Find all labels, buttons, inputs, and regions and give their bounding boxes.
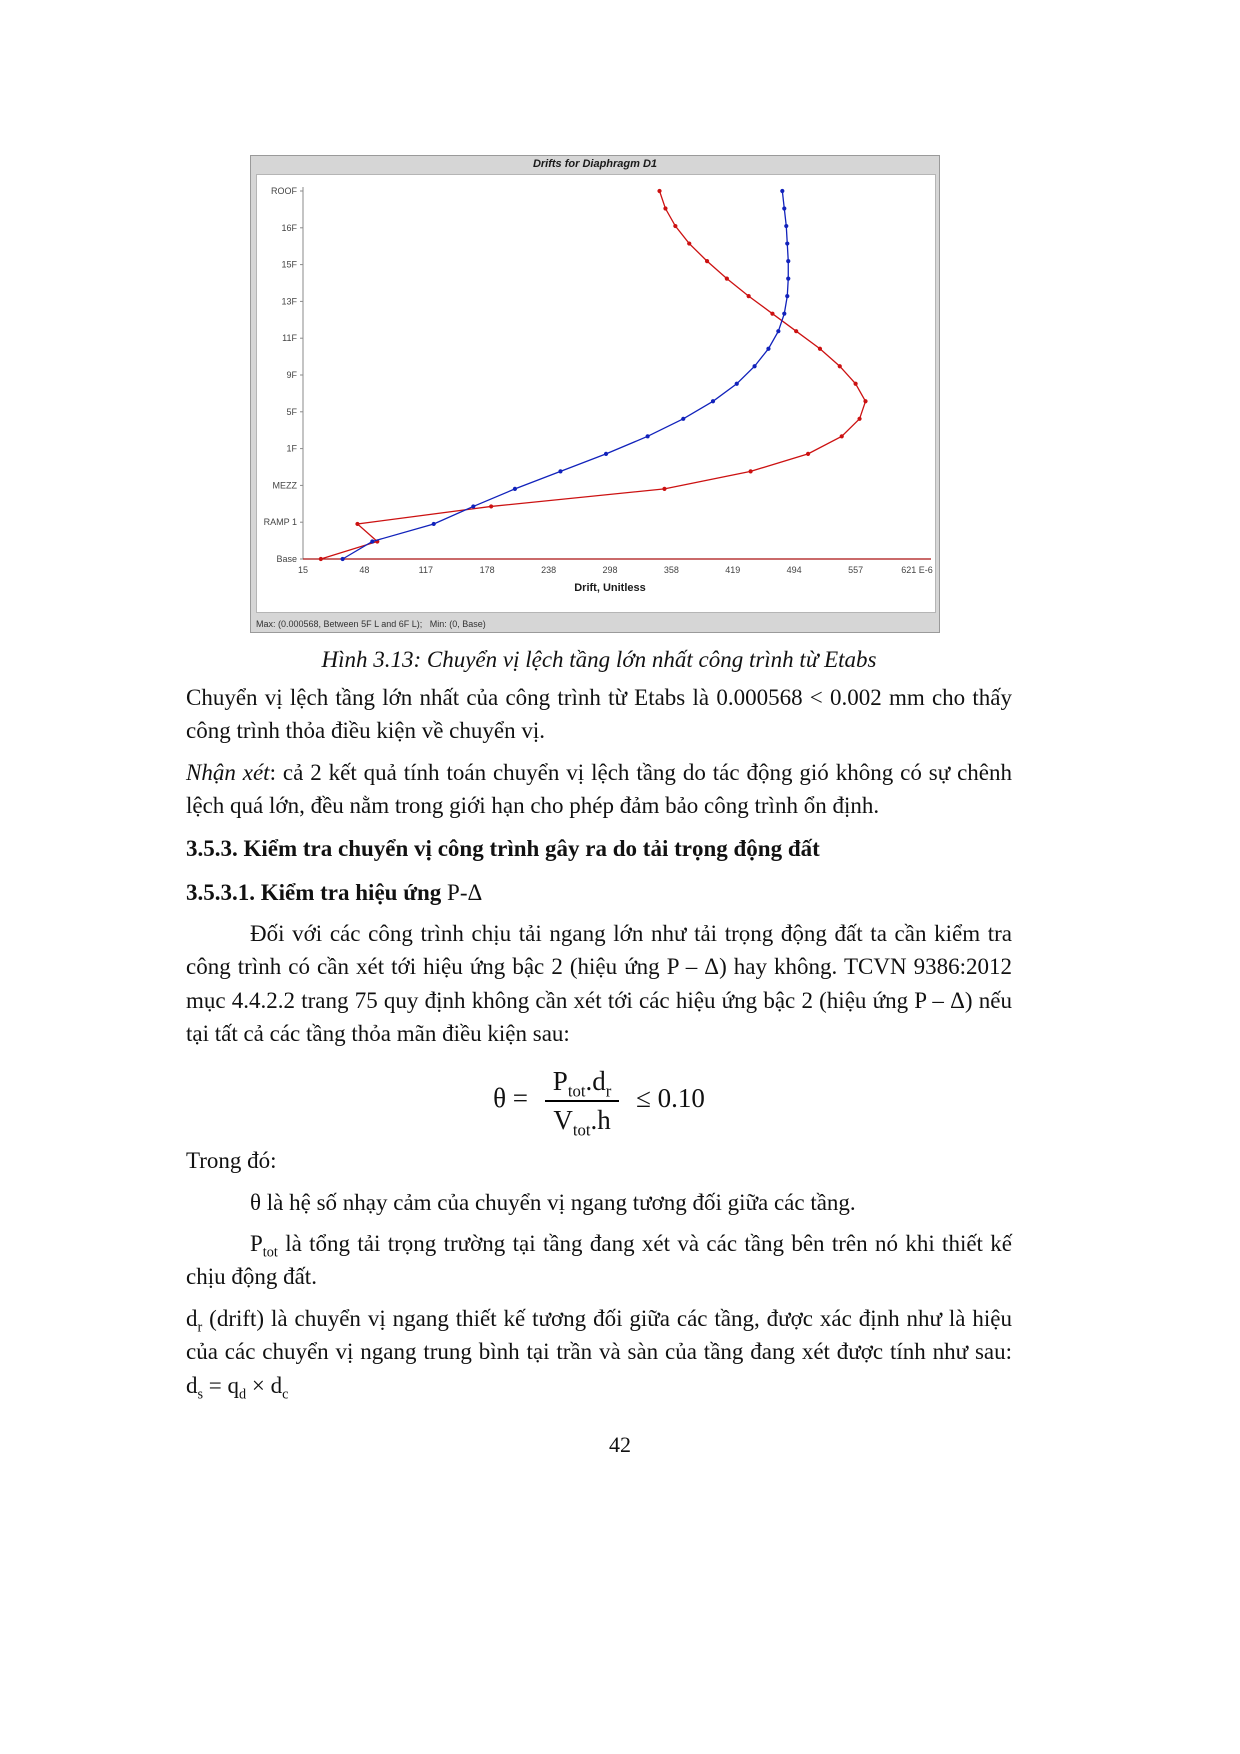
x-tick-label: 238 xyxy=(541,565,557,575)
symbol-p: P xyxy=(250,1231,263,1257)
symbol-p: P xyxy=(552,1066,568,1097)
subscript-tot: tot xyxy=(567,1081,586,1101)
x-tick-label: 178 xyxy=(479,565,495,575)
nhan-xet-label: Nhận xét xyxy=(186,759,270,785)
x-tick-label: 15 xyxy=(297,565,309,575)
line-theta-definition xyxy=(186,1186,1012,1219)
subscript-tot: tot xyxy=(572,1120,591,1140)
ptot-symbol xyxy=(250,1231,278,1261)
y-tick-label: 16F xyxy=(281,222,297,233)
red-series-marker xyxy=(863,399,867,403)
paragraph-nhan-xet xyxy=(186,756,1012,823)
paragraph-drift-check xyxy=(186,681,1012,748)
subscript-tot: tot xyxy=(262,1244,278,1261)
paragraph-text: Chuyển vị lệch tầng lớn nhất của công trình từ Etabs là xyxy=(186,685,710,710)
page-content xyxy=(186,0,1012,1402)
dr-symbol xyxy=(186,1305,203,1336)
line-dr-definition xyxy=(186,1302,1012,1402)
theta-symbol: θ xyxy=(250,1189,262,1215)
x-tick-label: 48 xyxy=(359,565,370,575)
red-series-marker xyxy=(673,224,677,228)
y-tick-label: 9F xyxy=(286,370,297,380)
red-series-marker xyxy=(857,417,861,421)
blue-series-marker xyxy=(432,522,436,526)
blue-series-marker xyxy=(785,241,789,245)
red-series-marker xyxy=(725,277,729,281)
blue-series-marker xyxy=(780,189,784,193)
red-series-marker xyxy=(355,522,359,526)
subscript-r: r xyxy=(605,1081,612,1101)
subscript-d: d xyxy=(239,1386,247,1403)
definition-text: là tổng tải trọng trường tại tầng đang xét và các tầng bên trên nó khi thiết kế chịu động đất. xyxy=(186,1231,1012,1290)
blue-series-marker xyxy=(711,399,715,403)
p-delta-label: P-Δ xyxy=(447,879,483,905)
subscript-c: c xyxy=(282,1386,289,1403)
red-series-marker xyxy=(770,312,774,316)
red-series-marker xyxy=(687,241,691,245)
blue-series-marker xyxy=(782,312,786,316)
red-series-marker xyxy=(662,487,666,491)
x-tick-label: 494 xyxy=(786,565,802,575)
formula-rhs: ≤ 0.10 xyxy=(636,1083,705,1114)
red-series-marker xyxy=(840,434,844,438)
chart-plot-area xyxy=(256,174,936,613)
blue-series-marker xyxy=(513,487,517,491)
blue-series-marker xyxy=(558,469,562,473)
symbol-d: d xyxy=(186,1305,198,1331)
subscript-s: s xyxy=(197,1386,204,1403)
y-tick-label: 15F xyxy=(281,259,297,270)
blue-series-marker xyxy=(786,259,790,263)
blue-series-marker xyxy=(776,329,780,333)
inline-math-drift-value: 0.000568 < 0.002 mm xyxy=(716,685,925,710)
figure-caption: Hình 3.13: Chuyển vị lệch tầng lớn nhất công trình từ Etabs xyxy=(321,647,877,672)
x-tick-label: 298 xyxy=(602,565,618,575)
blue-series-marker xyxy=(782,206,786,210)
y-tick-label: 5F xyxy=(286,406,297,417)
page-number: 42 xyxy=(609,1432,631,1457)
blue-series-marker xyxy=(341,557,345,561)
blue-series-marker xyxy=(735,382,739,386)
red-series-marker xyxy=(838,364,842,368)
plot-background xyxy=(257,175,935,612)
heading-text: 3.5.3.1. Kiểm tra hiệu ứng xyxy=(186,879,442,905)
red-series-marker xyxy=(319,557,323,561)
blue-series-marker xyxy=(681,417,685,421)
y-tick-label: RAMP 1 xyxy=(263,517,297,528)
definition-text: là hệ số nhạy cảm của chuyển vị ngang tương đối giữa các tầng. xyxy=(266,1189,856,1215)
theta-formula xyxy=(186,1066,1012,1140)
paragraph-text: : cả 2 kết quả tính toán chuyển vị lệch tầng do tác động gió không có sự chênh lệch quá lớn, đều nằm trong giới hạn cho phép đảm bảo công trình ổn định. xyxy=(186,759,1012,819)
blue-series-marker xyxy=(786,277,790,281)
heading-3-5-3-1 xyxy=(186,876,1012,909)
red-series-marker xyxy=(747,294,751,298)
fraction-numerator xyxy=(545,1066,620,1102)
etabs-drift-figure xyxy=(250,155,940,633)
fraction-denominator xyxy=(545,1102,620,1140)
red-series-marker xyxy=(818,347,822,351)
blue-series-marker xyxy=(646,434,650,438)
y-tick-label: MEZZ xyxy=(272,480,297,491)
blue-series-marker xyxy=(785,294,789,298)
x-tick-label: 621 E-6 xyxy=(901,565,933,575)
y-tick-label: 13F xyxy=(281,296,297,307)
x-tick-label: 117 xyxy=(418,565,433,575)
red-series-marker xyxy=(749,469,753,473)
paragraph-text: cho thấy công trình thỏa điều kiện về chuyển vị. xyxy=(186,685,1012,744)
symbol-q: = q xyxy=(203,1372,240,1398)
note-trong-do: Trong đó: xyxy=(186,1148,277,1174)
red-series-marker xyxy=(705,259,709,263)
symbol-h: .h xyxy=(590,1105,611,1136)
symbol-v: V xyxy=(553,1105,573,1136)
y-tick-label: 11F xyxy=(282,333,297,344)
paragraph-pdelta-intro: Đối với các công trình chịu tải ngang lớn như tải trọng động đất ta cần kiểm tra công trình có cần xét tới hiệu ứng bậc 2 (hiệu ứng P – Δ) hay không. TCVN 9386:2012 mục 4.4.2.2 trang 75 quy định không cần xét tới các hiệu ứng bậc 2 (hiệu ứng P – Δ) nếu tại tất cả các tầng thỏa mãn điều kiện sau: xyxy=(186,921,1012,1047)
blue-series-marker xyxy=(370,539,374,543)
blue-series-marker xyxy=(604,452,608,456)
red-series-marker xyxy=(489,504,493,508)
blue-series-marker xyxy=(784,224,788,228)
subscript-r: r xyxy=(197,1319,203,1336)
ds-inline-formula xyxy=(186,1372,289,1403)
formula-lhs: θ = xyxy=(493,1083,529,1114)
blue-series-marker xyxy=(766,347,770,351)
line-ptot-definition xyxy=(186,1227,1012,1294)
symbol-d: .d xyxy=(585,1066,606,1097)
heading-3-5-3: 3.5.3. Kiểm tra chuyển vị công trình gây ra do tải trọng động đất xyxy=(186,836,820,862)
y-tick-label: ROOF xyxy=(271,186,297,196)
symbol-d: d xyxy=(186,1372,198,1398)
symbol-d: × d xyxy=(246,1372,283,1398)
x-tick-label: 557 xyxy=(848,565,864,575)
red-series-marker xyxy=(663,206,667,210)
red-series-marker xyxy=(854,382,858,386)
red-series-marker xyxy=(794,329,798,333)
y-tick-label: Base xyxy=(276,554,297,564)
blue-series-marker xyxy=(752,364,756,368)
y-tick-label: 1F xyxy=(286,443,297,454)
chart-status-text: Max: (0.000568, Between 5F L and 6F L); Min: (0, Base) xyxy=(256,619,486,629)
x-tick-label: 419 xyxy=(725,565,741,575)
definition-text: (drift) là chuyển vị ngang thiết kế tương đối giữa các tầng, được xác định như là hiệu của các chuyển vị ngang trung bình tại trần và sàn của tầng đang xét được tính như sau: xyxy=(186,1305,1013,1365)
formula-fraction xyxy=(545,1066,620,1140)
x-axis-title: Drift, Unitless xyxy=(574,582,646,594)
drift-plot-svg xyxy=(257,175,935,612)
chart-title: Drifts for Diaphragm D1 xyxy=(532,158,658,170)
red-series-marker xyxy=(806,452,810,456)
red-series-marker xyxy=(657,189,661,193)
x-tick-label: 358 xyxy=(663,565,679,575)
blue-series-marker xyxy=(471,504,475,508)
